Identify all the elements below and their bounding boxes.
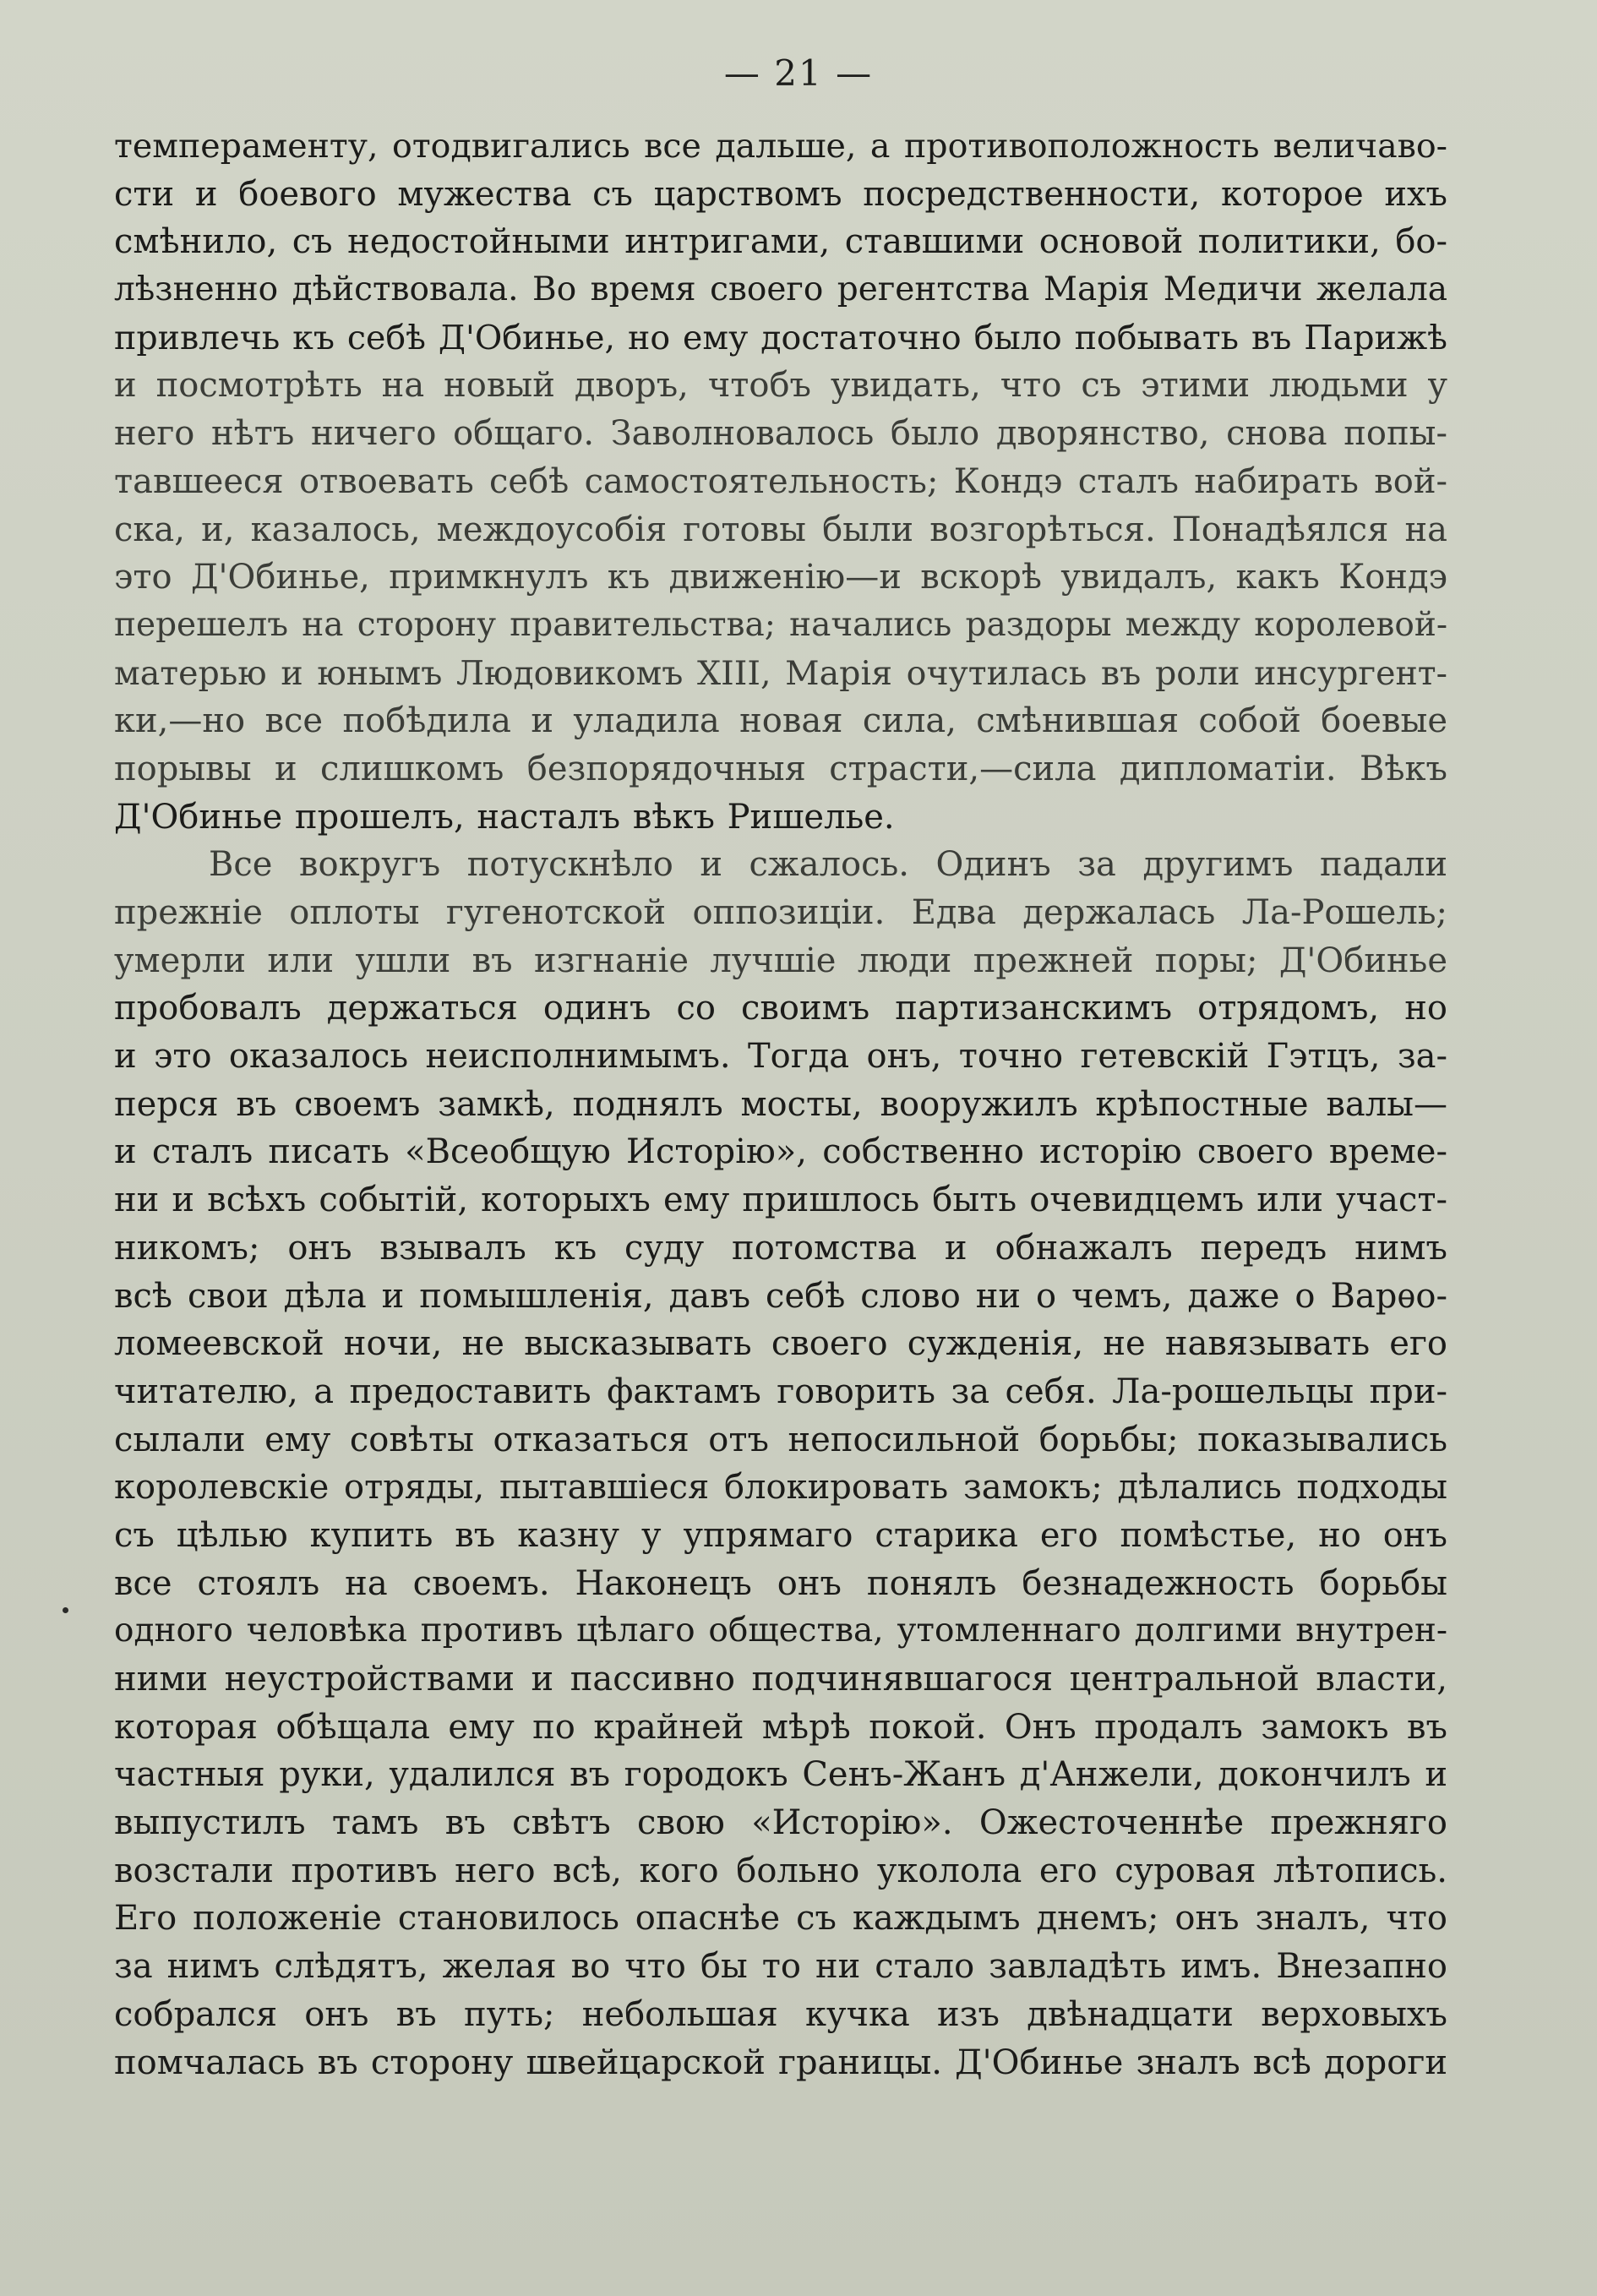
text-line: темпераменту, отодвигались все дальше, а противоположность величаво- xyxy=(114,127,1447,166)
text-line: матерью и юнымъ Людовикомъ XIII, Марія очутилась въ роли инсургент- xyxy=(114,653,1447,693)
text-line: помчалась въ сторону швейцарской границы. Д'Обинье зналъ всѣ дороги xyxy=(114,2042,1447,2082)
text-line: которая обѣщала ему по крайней мѣрѣ покой. Онъ продалъ замокъ въ xyxy=(114,1707,1447,1747)
text-line: королевскіе отряды, пытавшіеся блокировать замокъ; дѣлались подходы xyxy=(114,1468,1447,1508)
text-line: ска, и, казалось, междоусобія готовы были возгорѣться. Понадѣялся на xyxy=(114,510,1447,549)
paragraph-1 xyxy=(114,123,1447,841)
text-line: за нимъ слѣдятъ, желая во что бы то ни стало завладѣть имъ. Внезапно xyxy=(114,1947,1447,1987)
ink-spot xyxy=(63,1607,68,1613)
text-line: пробовалъ держаться одинъ со своимъ партизанскимъ отрядомъ, но xyxy=(114,989,1447,1028)
text-line: собрался онъ въ путь; небольшая кучка изъ двѣнадцати верховыхъ xyxy=(114,1994,1447,2034)
text-line: ломеевской ночи, не высказывать своего сужденія, не навязывать его xyxy=(114,1324,1447,1364)
text-line: никомъ; онъ взывалъ къ суду потомства и обнажалъ передъ нимъ xyxy=(114,1228,1447,1268)
text-line: ними неустройствами и пассивно подчинявшагося центральной власти, xyxy=(114,1660,1447,1699)
text-line: возстали противъ него всѣ, кого больно уколола его суровая лѣтопись. xyxy=(114,1851,1447,1890)
text-line: привлечь къ себѣ Д'Обинье, но ему достаточно было побывать въ Парижѣ xyxy=(114,318,1447,357)
paragraph-2 xyxy=(114,841,1447,2086)
text-line: это Д'Обинье, примкнулъ къ движенію—и вскорѣ увидалъ, какъ Кондэ xyxy=(114,558,1447,597)
text-line: сылали ему совѣты отказаться отъ непосильной борьбы; показывались xyxy=(114,1420,1447,1459)
text-line: читателю, а предоставить фактамъ говорить за себя. Ла-рошельцы при- xyxy=(114,1372,1447,1411)
text-line: выпустилъ тамъ въ свѣтъ свою «Исторію». Ожесточеннѣе прежняго xyxy=(114,1803,1447,1843)
text-line: прежніе оплоты гугенотской оппозиціи. Едва держалась Ла-Рошель; xyxy=(114,893,1447,932)
text-line: порывы и слишкомъ безпорядочныя страсти,—сила дипломатіи. Вѣкъ xyxy=(114,749,1447,788)
text-line: частныя руки, удалился въ городокъ Сенъ-Жанъ д'Анжели, докончилъ и xyxy=(114,1755,1447,1795)
text-line: все стоялъ на своемъ. Наконецъ онъ понялъ безнадежность борьбы xyxy=(114,1563,1447,1603)
text-line: перся въ своемъ замкѣ, поднялъ мосты, вооружилъ крѣпостные валы— xyxy=(114,1084,1447,1124)
text-line: Все вокругъ потускнѣло и сжалось. Одинъ за другимъ падали xyxy=(209,845,1447,885)
text-line: Его положеніе становилось опаснѣе съ каждымъ днемъ; онъ зналъ, что xyxy=(114,1899,1447,1939)
body-text xyxy=(114,123,1447,2086)
text-line: и посмотрѣть на новый дворъ, чтобъ увидать, что съ этими людьми у xyxy=(114,366,1447,406)
text-line: ки,—но все побѣдила и уладила новая сила, смѣнившая собой боевые xyxy=(114,701,1447,741)
text-line: перешелъ на сторону правительства; начались раздоры между королевой- xyxy=(114,605,1447,644)
text-line: него нѣтъ ничего общаго. Заволновалось было дворянство, снова попы- xyxy=(114,414,1447,454)
text-line: умерли или ушли въ изгнаніе лучшіе люди прежней поры; Д'Обинье xyxy=(114,941,1447,980)
text-line: всѣ свои дѣла и помышленія, давъ себѣ слово ни о чемъ, даже о Варѳо- xyxy=(114,1276,1447,1316)
text-line: сти и боевого мужества съ царствомъ посредственности, которое ихъ xyxy=(114,174,1447,214)
text-line: съ цѣлью купить въ казну у упрямаго старика его помѣстье, но онъ xyxy=(114,1515,1447,1555)
text-line: ни и всѣхъ событій, которыхъ ему пришлось быть очевидцемъ или участ- xyxy=(114,1181,1447,1220)
text-line: Д'Обинье прошелъ, насталъ вѣкъ Ришелье. xyxy=(114,797,895,837)
text-line: и сталъ писать «Всеобщую Исторію», собственно исторію своего време- xyxy=(114,1132,1447,1172)
text-line: тавшееся отвоевать себѣ самостоятельность; Кондэ сталъ набирать вой- xyxy=(114,461,1447,501)
text-line: смѣнило, съ недостойными интригами, ставшими основой политики, бо- xyxy=(114,222,1447,262)
text-line: одного человѣка противъ цѣлаго общества, утомленнаго долгими внутрен- xyxy=(114,1612,1447,1650)
page-number: — 21 — xyxy=(723,52,874,94)
text-line: и это оказалось неисполнимымъ. Тогда онъ, точно гетевскій Гэтцъ, за- xyxy=(114,1037,1447,1077)
text-line: лѣзненно дѣйствовала. Во время своего регентства Марія Медичи желала xyxy=(114,270,1447,309)
